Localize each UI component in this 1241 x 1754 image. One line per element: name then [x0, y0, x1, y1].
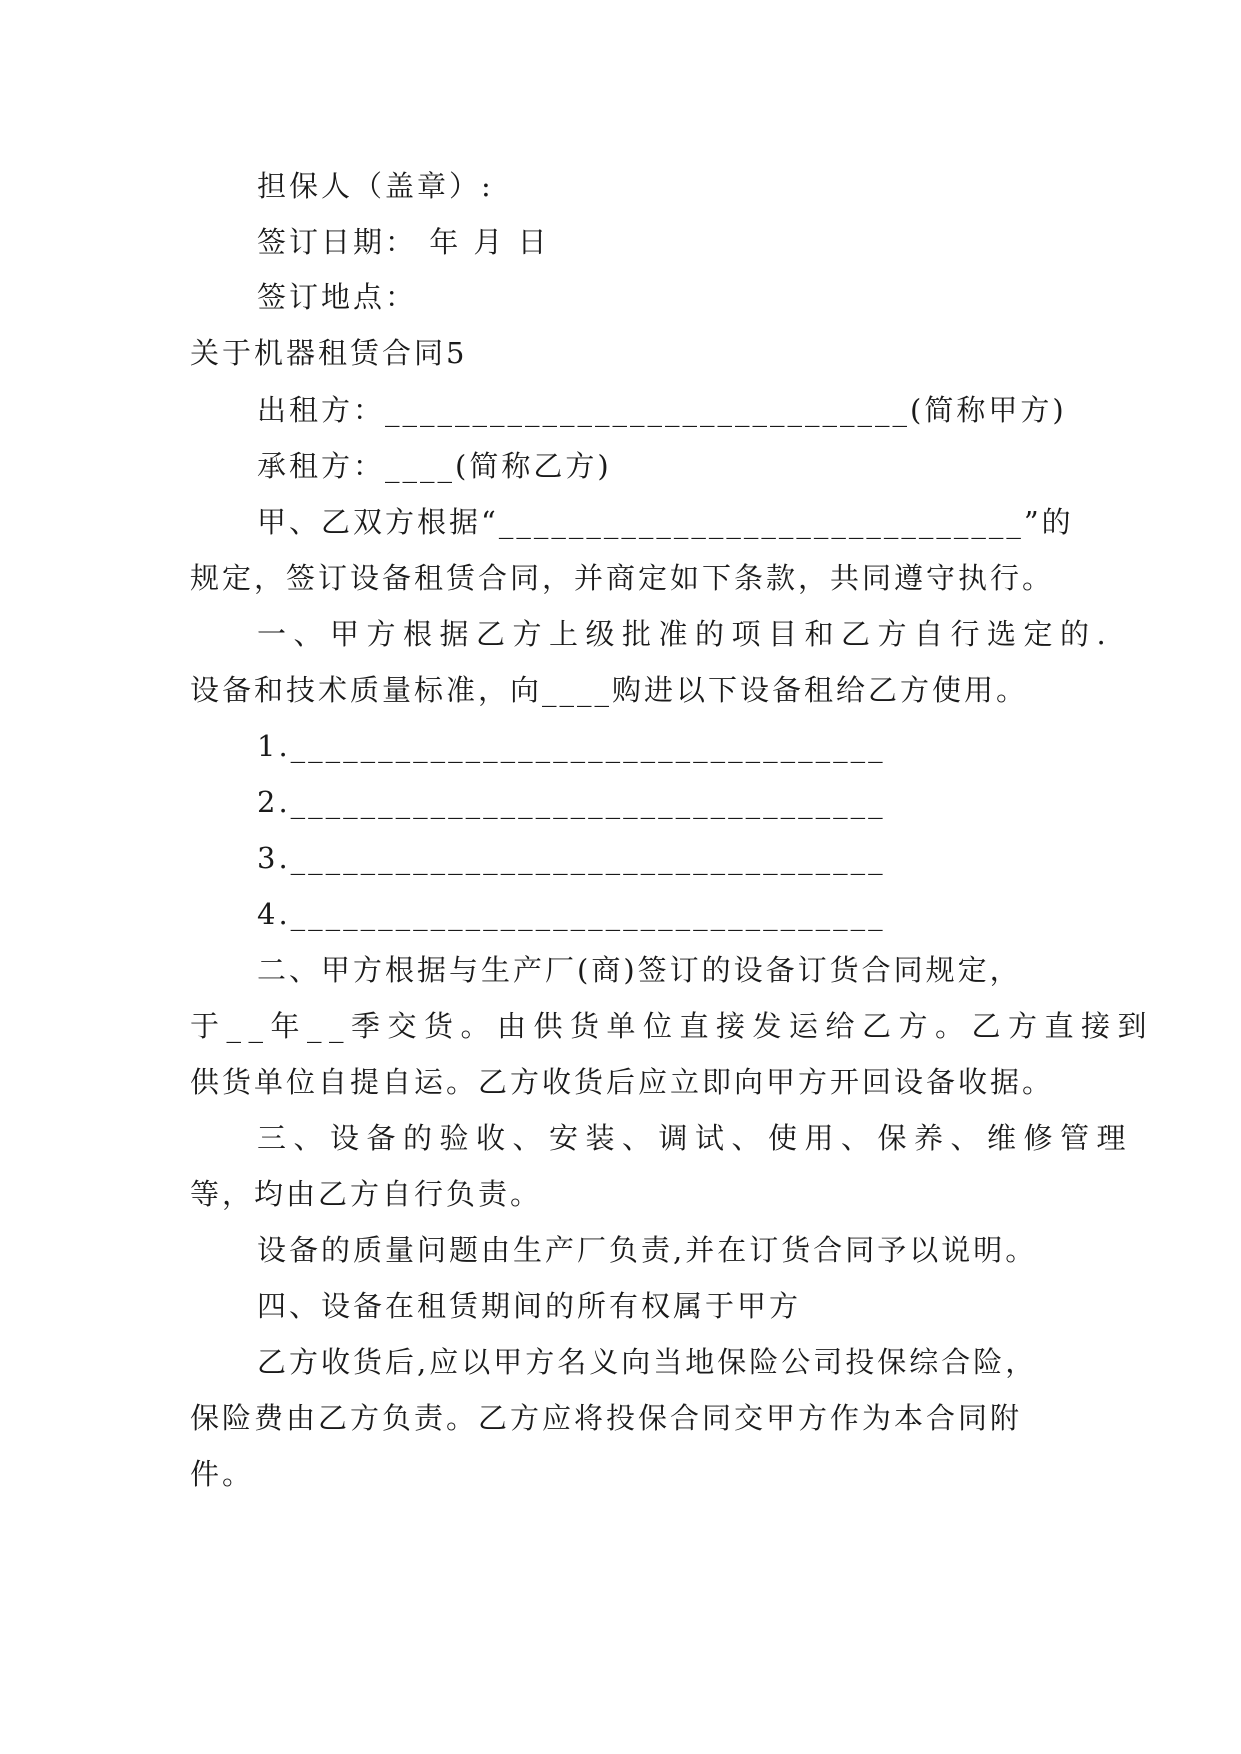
- equipment-item: 3.__________________________________: [257, 841, 886, 875]
- paragraph-line: 于__年__季交货。由供货单位直接发运给乙方。乙方直接到: [190, 1009, 1155, 1043]
- equipment-item: 4.__________________________________: [257, 897, 886, 931]
- paragraph-line: 件。: [190, 1457, 255, 1491]
- paragraph-line: 设备的质量问题由生产厂负责,并在订货合同予以说明。: [257, 1233, 1038, 1267]
- equipment-item: 2.__________________________________: [257, 785, 886, 819]
- lessee-line: 承租方：____(简称乙方): [257, 449, 612, 483]
- paragraph-line: 设备和技术质量标准，向____购进以下设备租给乙方使用。: [190, 673, 1029, 707]
- paragraph-line: 供货单位自提自运。乙方收货后应立即向甲方开回设备收据。: [190, 1065, 1055, 1099]
- lessor-line: 出租方：______________________________(简称甲方): [257, 393, 1067, 427]
- equipment-item: 1.__________________________________: [257, 729, 886, 763]
- paragraph-line: 甲、乙双方根据“______________________________”的: [257, 505, 1074, 539]
- signing-place-line: 签订地点：: [257, 280, 418, 314]
- paragraph-line: 保险费由乙方负责。乙方应将投保合同交甲方作为本合同附: [190, 1401, 1023, 1435]
- clause-1-line: 一、甲方根据乙方上级批准的项目和乙方自行选定的.: [257, 617, 1114, 651]
- clause-2-line: 二、甲方根据与生产厂(商)签订的设备订货合同规定，: [257, 953, 1022, 987]
- guarantor-seal-line: 担保人（盖章）:: [257, 169, 494, 203]
- paragraph-line: 规定，签订设备租赁合同，并商定如下条款，共同遵守执行。: [190, 561, 1055, 595]
- signing-date-line: 签订日期： 年 月 日: [257, 225, 550, 259]
- paragraph-line: 等，均由乙方自行负责。: [190, 1177, 543, 1211]
- section-title: 关于机器租赁合同5: [190, 336, 468, 370]
- clause-4-line: 四、设备在租赁期间的所有权属于甲方: [257, 1289, 802, 1323]
- clause-3-line: 三、设备的验收、安装、调试、使用、保养、维修管理: [257, 1121, 1134, 1155]
- paragraph-line: 乙方收货后,应以甲方名义向当地保险公司投保综合险，: [257, 1345, 1038, 1379]
